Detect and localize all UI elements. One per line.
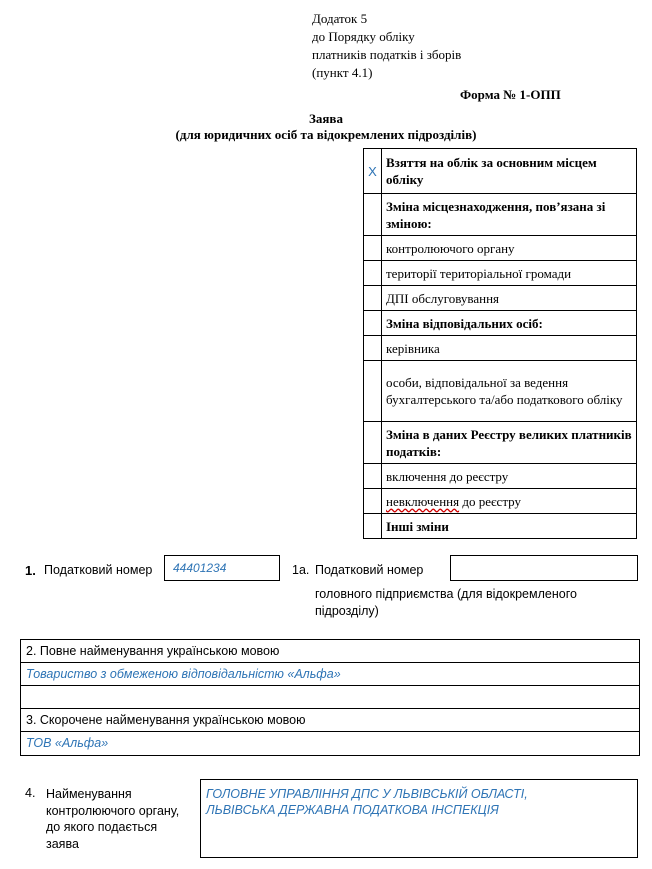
- field-4-number: 4.: [25, 786, 36, 800]
- document-subtitle: (для юридичних осіб та відокремлених підрозділів): [175, 127, 477, 142]
- names-table: [20, 639, 640, 756]
- application-type-table: [363, 148, 637, 539]
- option-checkbox[interactable]: [364, 286, 382, 311]
- appendix-line: Додаток 5: [312, 11, 368, 26]
- option-checkbox[interactable]: [364, 311, 382, 336]
- option-checkbox[interactable]: [364, 236, 382, 261]
- option-checkbox[interactable]: [364, 361, 382, 422]
- option-checkbox[interactable]: [364, 194, 382, 236]
- option-label: керівника: [382, 336, 637, 361]
- option-label: ДПІ обслуговування: [382, 286, 637, 311]
- short-name-label: 3. Скорочене найменування українською мовою: [21, 709, 639, 732]
- option-label: Взяття на облік за основним місцем обліку: [382, 149, 637, 194]
- field-1a-number: 1а.: [292, 563, 310, 577]
- field-1a-label: Податковий номер: [315, 563, 424, 577]
- option-label: контролюючого органу: [382, 236, 637, 261]
- appendix-line: (пункт 4.1): [312, 65, 373, 80]
- field-4-label-line: заява: [46, 836, 79, 851]
- option-row[interactable]: [364, 236, 637, 261]
- option-section-label: Зміна відповідальних осіб:: [382, 311, 637, 336]
- option-row[interactable]: [364, 261, 637, 286]
- appendix-reference: [312, 10, 461, 82]
- field-4-label-line: Найменування: [46, 787, 132, 801]
- option-row[interactable]: [364, 286, 637, 311]
- option-row[interactable]: [364, 361, 637, 422]
- option-row: [364, 194, 637, 236]
- tax-authority-value: [206, 786, 528, 818]
- head-company-tax-number-input[interactable]: [450, 555, 638, 581]
- appendix-line: до Порядку обліку: [312, 29, 415, 44]
- option-label: [382, 489, 637, 514]
- tax-number-value: 44401234: [173, 561, 227, 575]
- option-checkbox[interactable]: [364, 514, 382, 539]
- short-name-input[interactable]: ТОВ «Альфа»: [26, 736, 109, 750]
- tax-authority-value-line: ГОЛОВНЕ УПРАВЛІННЯ ДПС У ЛЬВІВСЬКІЙ ОБЛАСТІ,: [206, 787, 528, 801]
- appendix-line: платників податків і зборів: [312, 47, 462, 62]
- option-label: території територіальної громади: [382, 261, 637, 286]
- option-label: особи, відповідальної за ведення бухгалтерського та/або податкового обліку: [382, 361, 637, 422]
- spellcheck-word: невключення: [386, 493, 460, 509]
- option-checkbox[interactable]: [364, 489, 382, 514]
- document-title: Заява: [309, 111, 343, 126]
- field-4-label: [46, 786, 179, 852]
- option-row: [364, 422, 637, 464]
- tax-authority-value-line: ЛЬВІВСЬКА ДЕРЖАВНА ПОДАТКОВА ІНСПЕКЦІЯ: [206, 803, 499, 817]
- tax-authority-input[interactable]: [200, 779, 638, 858]
- option-label: Інші зміни: [382, 514, 637, 539]
- field-1-number: 1.: [25, 563, 36, 578]
- option-section-label: Зміна в даних Реєстру великих платників податків:: [382, 422, 637, 464]
- option-checkbox[interactable]: [364, 464, 382, 489]
- field-4-label-line: до якого подається: [46, 820, 158, 834]
- full-name-input[interactable]: Товариство з обмеженою відповідальністю «Альфа»: [21, 663, 639, 686]
- option-label-rest: до реєстру: [459, 493, 521, 509]
- option-row[interactable]: [364, 336, 637, 361]
- option-label: включення до реєстру: [382, 464, 637, 489]
- full-name-label: 2. Повне найменування українською мовою: [21, 640, 639, 663]
- option-checkbox[interactable]: Х: [364, 149, 382, 194]
- option-checkbox[interactable]: [364, 336, 382, 361]
- tax-number-input[interactable]: [164, 555, 280, 581]
- field-1-label: Податковий номер: [44, 563, 153, 577]
- option-row[interactable]: [364, 464, 637, 489]
- full-name-extra-line[interactable]: [21, 686, 639, 709]
- form-number: Форма № 1-ОПП: [460, 87, 561, 102]
- field-4-label-line: контролюючого органу,: [46, 803, 180, 818]
- field-1a-label: головного підприємства (для відокремленого: [315, 587, 577, 601]
- option-checkbox[interactable]: [364, 261, 382, 286]
- option-row[interactable]: [364, 489, 637, 514]
- option-section-label: Зміна місцезнаходження, пов’язана зі зміною:: [382, 194, 637, 236]
- field-1a-label: підрозділу): [315, 604, 379, 618]
- option-row: [364, 311, 637, 336]
- option-row[interactable]: [364, 514, 637, 539]
- option-checkbox[interactable]: [364, 422, 382, 464]
- option-row[interactable]: [364, 149, 637, 194]
